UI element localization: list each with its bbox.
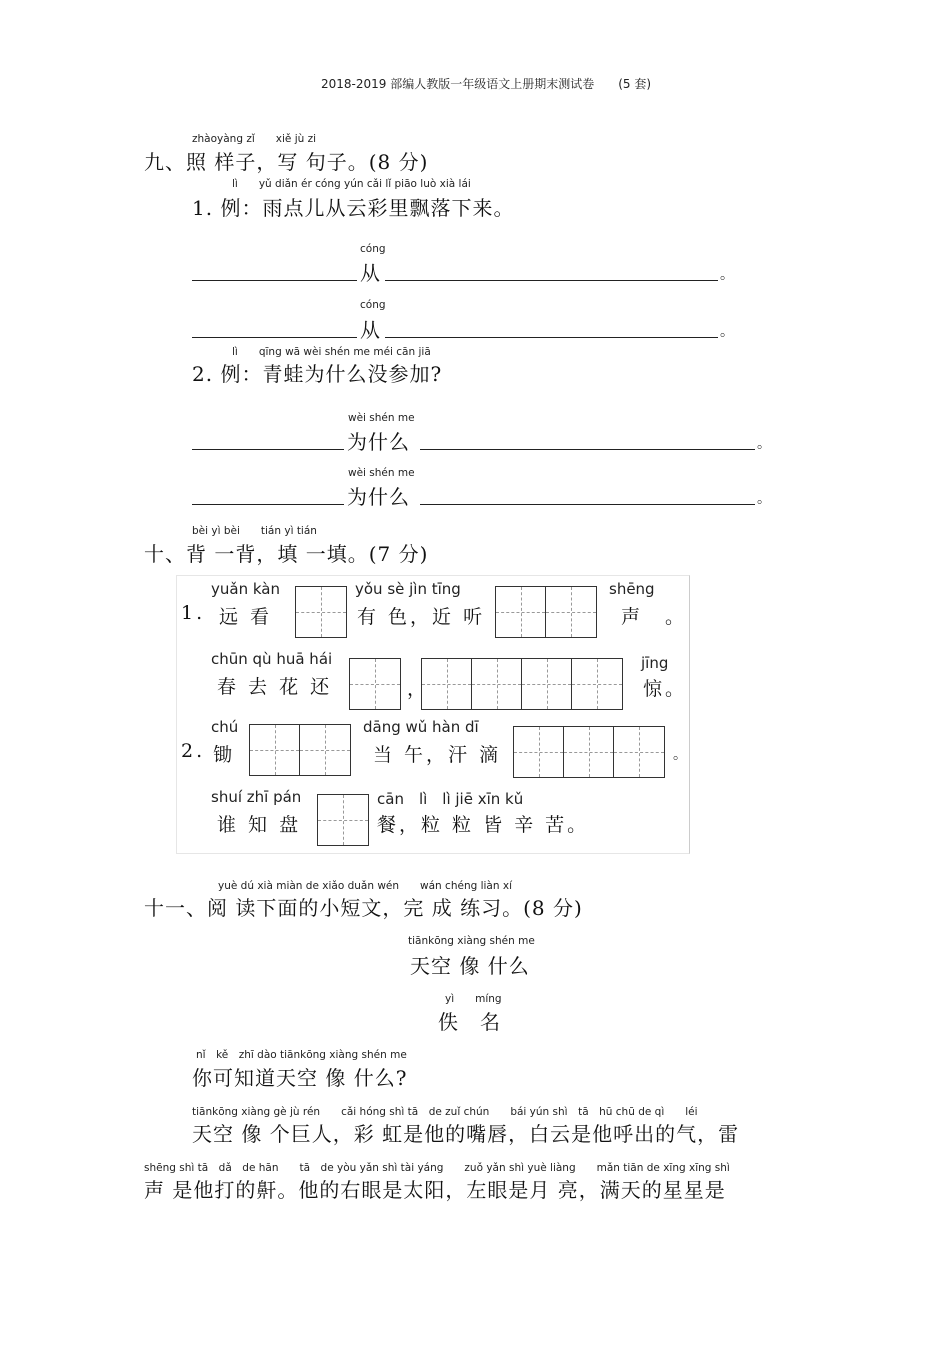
weishenme-chars: 为什么 [347,485,410,509]
fill-grid[interactable] [295,586,347,638]
row2-b-pinyin: jīng [641,654,669,672]
row1-a-pinyin: yuǎn kàn [211,580,280,598]
row1-b-pinyin: yǒu sè jìn tīng [355,580,461,598]
answer-blank[interactable] [420,449,755,450]
para2-pinyin: tiānkōng xiàng gè jù rén cǎi hóng shì tā de zuǐ chún bái yún shì tā hū chū de qì léi [192,1106,698,1118]
author-pinyin: yì míng [445,993,502,1005]
row4-b-pinyin: cān lì lì jiē xīn kǔ [377,790,524,808]
row2-a-text: 春 去 花 还 [217,676,333,698]
page-header: 2018-2019 部编人教版一年级语文上册期末测试卷 (5 套) [321,77,652,91]
fill-grid[interactable] [317,794,369,846]
answer-blank[interactable] [192,504,344,505]
example-2-sentence: 2. 例：青蛙为什么没参加? [192,362,443,386]
row3-period: 。 [673,747,690,763]
cong-char: 从 [360,261,381,285]
row1-a-text: 远 看 [219,606,273,628]
fill-grid[interactable] [495,586,597,638]
section-11-pinyin: yuè dú xià miàn de xiǎo duǎn wén wán chéng liàn xí [218,880,512,892]
cong-pinyin: cóng [360,299,386,311]
para1-pinyin: nǐ kě zhī dào tiānkōng xiàng shén me [196,1049,407,1061]
example-1-pinyin: lì yǔ diǎn ér cóng yún cǎi lǐ piāo luò xià lái [232,178,471,190]
fill-grid[interactable] [249,724,351,776]
row3-b-pinyin: dāng wǔ hàn dī [363,718,479,736]
answer-blank[interactable] [385,280,718,281]
row3-b-text: 当 午，汗 滴 [373,744,502,766]
fill-grid[interactable] [421,658,623,710]
row2-a-pinyin: chūn qù huā hái [211,650,333,668]
answer-blank[interactable] [192,280,357,281]
period: 。 [720,267,734,283]
cong-pinyin: cóng [360,243,386,255]
fill-grid[interactable] [513,726,665,778]
para3-text: 声 是他打的鼾。他的右眼是太阳，左眼是月 亮，满天的星星是 [144,1178,726,1202]
section-9-pinyin: zhàoyàng zǐ xiě jù zi [192,133,317,145]
period: 。 [757,491,771,507]
section-10-pinyin: bèi yì bèi tián yì tián [192,525,317,537]
section-9-title: 九、照 样子，写 句子。(8 分) [144,150,429,174]
row4-a-text: 谁 知 盘 [217,814,302,836]
row4-b-text: 餐，粒 粒 皆 辛 苦。 [377,814,590,836]
answer-blank[interactable] [192,449,344,450]
section-10-title: 十、背 一背，填 一填。(7 分) [144,542,429,566]
row3-a-pinyin: chú [211,718,239,736]
story-title-pinyin: tiānkōng xiàng shén me [408,935,535,947]
example-1-sentence: 1. 例：雨点儿从云彩里飘落下来。 [192,196,515,220]
example-2-pinyin: lì qīng wā wèi shén me méi cān jiā [232,346,431,358]
answer-blank[interactable] [420,504,755,505]
section-11-title: 十一、阅 读下面的小短文，完 成 练习。(8 分) [144,896,583,920]
author: 佚 名 [438,1010,501,1034]
weishenme-pinyin: wèi shén me [348,412,415,424]
row1-c-pinyin: shēng [609,580,655,598]
answer-blank[interactable] [385,337,718,338]
item-1-number: 1. [181,602,206,624]
row1-c-text: 声 。 [621,606,688,628]
item-2-number: 2. [181,740,206,762]
period: 。 [757,436,771,452]
answer-blank[interactable] [192,337,357,338]
row2-comma: ， [407,678,430,700]
cong-char: 从 [360,318,381,342]
weishenme-pinyin: wèi shén me [348,467,415,479]
period: 。 [720,324,734,340]
para1-text: 你可知道天空 像 什么? [192,1066,408,1090]
weishenme-chars: 为什么 [347,430,410,454]
row4-a-pinyin: shuí zhī pán [211,788,302,806]
para3-pinyin: shēng shì tā dǎ de hān tā de yòu yǎn shì tài yáng zuǒ yǎn shì yuè liàng mǎn tiān de xīng xīng shì [144,1162,730,1174]
para2-text: 天空 像 个巨人，彩 虹是他的嘴唇，白云是他呼出的气，雷 [192,1122,740,1146]
row3-a-text: 锄 [213,744,236,766]
fill-grid[interactable] [349,658,401,710]
row1-b-text: 有 色，近 听 [357,606,486,628]
story-title: 天空 像 什么 [410,954,530,978]
recitation-box [176,575,690,854]
row2-b-text: 惊。 [643,678,688,700]
